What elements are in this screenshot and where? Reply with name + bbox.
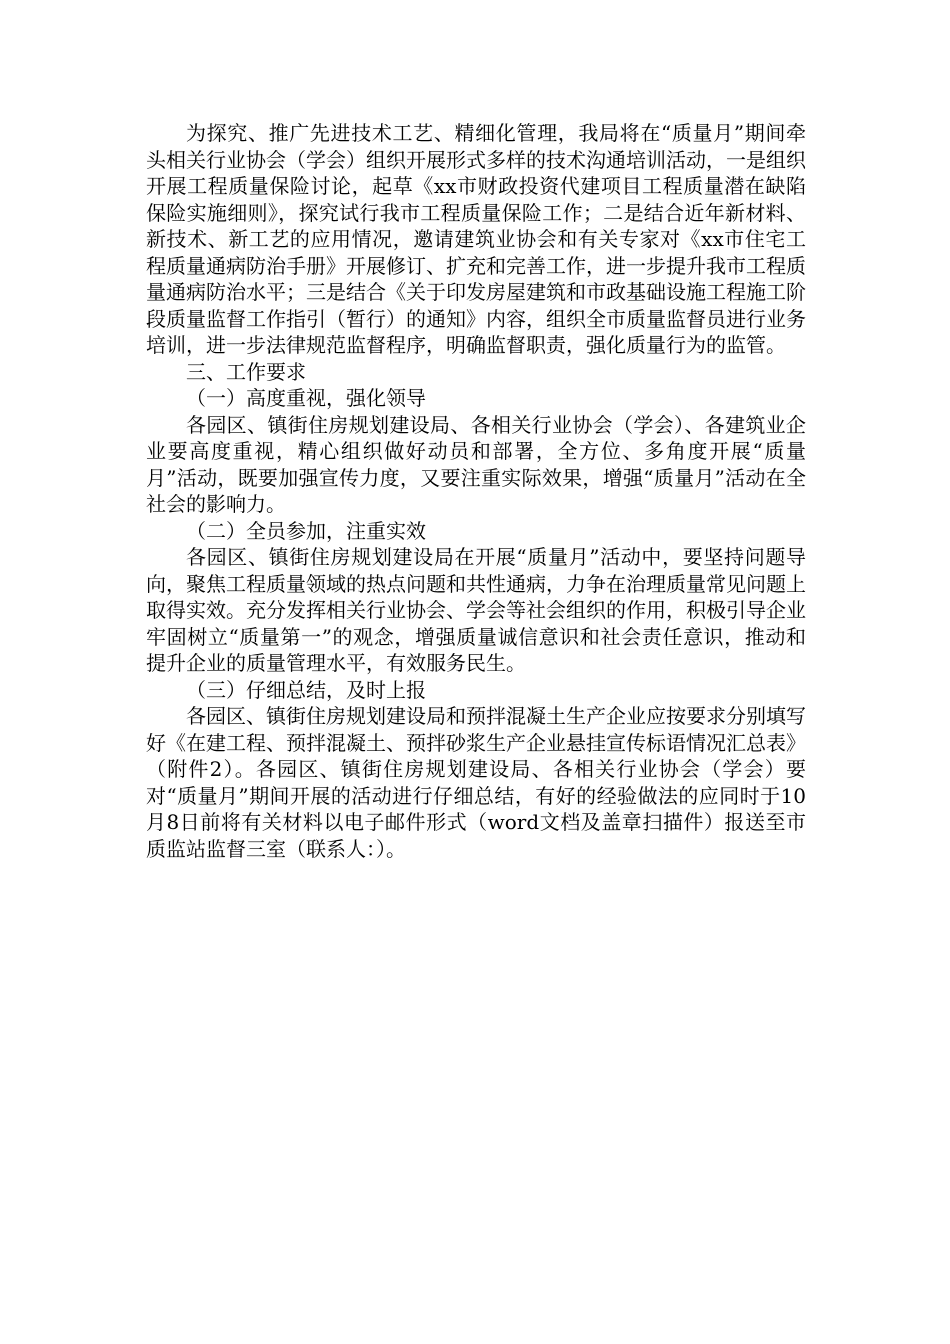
paragraph-quality-training: 为探究、推广先进技术工艺、精细化管理，我局将在“质量月”期间牵头相关行业协会（学会）组织开展形式多样的技术沟通培训活动，一是组织开展工程质量保险讨论，起草《xx市财政投资代建项目工程质量潜在缺陷保险实施细则》，探究试行我市工程质量保险工作；二是结合近年新材料、新技术、新工艺的应用情况，邀请建筑业协会和有关专家对《xx市住宅工程质量通病防治手册》开展修订、扩充和完善工作，进一步提升我市工程质量通病防治水平；三是结合《关于印发房屋建筑和市政基础设施工程施工阶段质量监督工作指引（暂行）的通知》内容，组织全市质量监督员进行业务培训，进一步法律规范监督程序，明确监督职责，强化质量行为的监管。 bbox=[146, 121, 806, 357]
section-heading-work-requirements: 三、工作要求 bbox=[186, 359, 306, 384]
paragraph-summary-report: 各园区、镇街住房规划建设局和预拌混凝土生产企业应按要求分别填写好《在建工程、预拌混凝土、预拌砂浆生产企业悬挂宣传标语情况汇总表》（附件2）。各园区、镇街住房规划建设局、各相关行业协会（学会）要对“质量月”期间开展的活动进行仔细总结，有好的经验做法的应同时于10月8日前将有关材料以电子邮件形式（word文档及盖章扫描件）报送至市质监站监督三室（联系人：）。 bbox=[146, 704, 806, 861]
subheading-summary-report: （三）仔细总结，及时上报 bbox=[186, 677, 426, 702]
subheading-leadership: （一）高度重视，强化领导 bbox=[186, 386, 426, 410]
document-body bbox=[146, 120, 806, 862]
paragraph-participation: 各园区、镇街住房规划建设局在开展“质量月”活动中，要坚持问题导向，聚焦工程质量领域的热点问题和共性通病，力争在治理质量常见问题上取得实效。充分发挥相关行业协会、学会等社会组织的作用，积极引导企业牢固树立“质量第一”的观念，增强质量诚信意识和社会责任意识，推动和提升企业的质量管理水平，有效服务民生。 bbox=[146, 545, 806, 675]
paragraph-leadership: 各园区、镇街住房规划建设局、各相关行业协会（学会）、各建筑业企业要高度重视，精心组织做好动员和部署，全方位、多角度开展“质量月”活动，既要加强宣传力度，又要注重实际效果，增强“质量月”活动在全社会的影响力。 bbox=[146, 412, 806, 516]
subheading-participation: （二）全员参加，注重实效 bbox=[186, 518, 426, 543]
